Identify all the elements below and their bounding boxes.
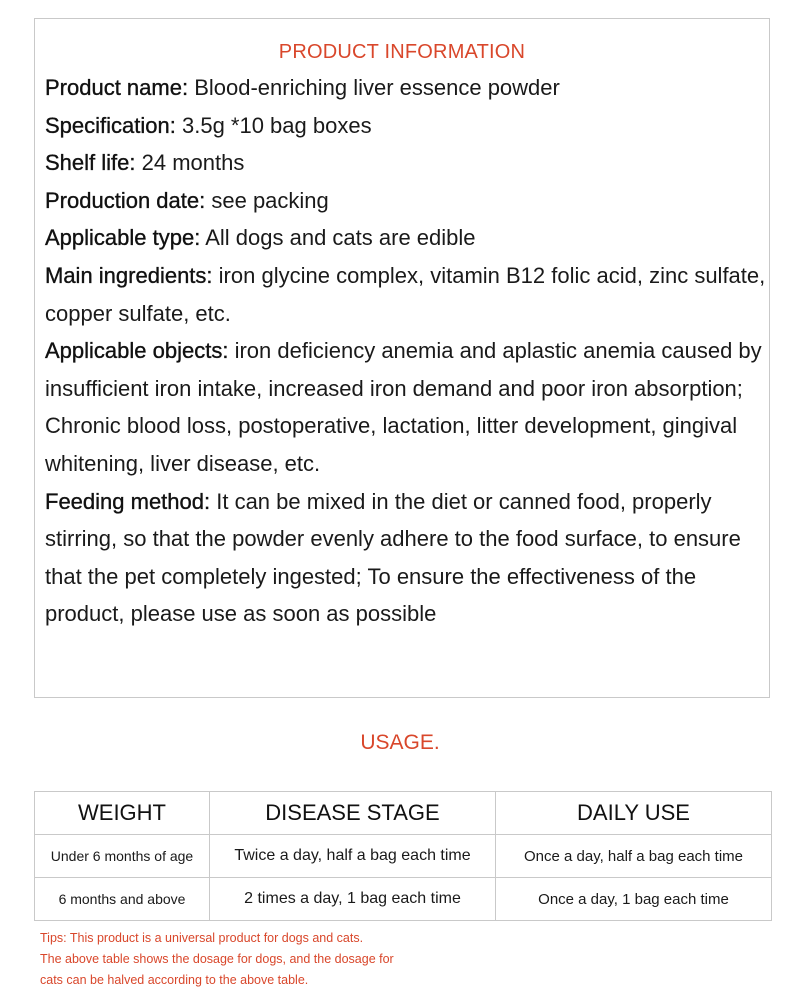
product-name-row xyxy=(45,69,770,107)
product-name-label: Product name: xyxy=(45,75,189,100)
table-row xyxy=(35,878,772,921)
applicable-type-row xyxy=(45,219,770,257)
feeding-method-row xyxy=(45,483,770,633)
feeding-method-label: Feeding method: xyxy=(45,488,211,514)
specification-value: 3.5g *10 bag boxes xyxy=(181,112,372,138)
specification-label: Specification: xyxy=(45,112,176,138)
tips-note xyxy=(40,928,480,991)
daily-use-cell: Once a day, half a bag each time xyxy=(496,835,772,878)
specification-row xyxy=(45,107,770,145)
daily-use-header: DAILY USE xyxy=(496,792,772,835)
weight-cell: Under 6 months of age xyxy=(35,835,210,878)
production-date-row xyxy=(45,182,770,220)
daily-use-cell: Once a day, 1 bag each time xyxy=(496,878,772,921)
main-ingredients-label: Main ingredients: xyxy=(45,262,213,288)
disease-stage-cell: 2 times a day, 1 bag each time xyxy=(210,878,496,921)
product-information-box xyxy=(34,18,770,698)
product-name-value: Blood-enriching liver essence powder xyxy=(194,75,560,100)
production-date-label: Production date: xyxy=(45,187,206,213)
usage-table xyxy=(34,791,772,921)
table-row xyxy=(35,835,772,878)
feeding-method-value: It can be mixed in the diet or canned food, properly stirring, so that the powder evenly adhere to the food surface, to ensure that the pet completely ingested; To ensure the effectiveness of the product, please use as soon as possible xyxy=(45,488,741,627)
tips-line: Tips: This product is a universal product for dogs and cats. xyxy=(40,931,364,945)
weight-header: WEIGHT xyxy=(35,792,210,835)
applicable-objects-label: Applicable objects: xyxy=(45,338,229,364)
shelf-life-row xyxy=(45,144,770,182)
main-ingredients-value: iron glycine complex, vitamin B12 folic acid, zinc sulfate, copper sulfate, etc. xyxy=(45,262,766,326)
applicable-type-value: All dogs and cats are edible xyxy=(205,225,476,251)
product-information-body xyxy=(45,69,770,633)
applicable-objects-row xyxy=(45,332,770,482)
shelf-life-value: 24 months xyxy=(141,150,245,176)
disease-stage-cell: Twice a day, half a bag each time xyxy=(210,835,496,878)
product-information-title: PRODUCT INFORMATION xyxy=(278,41,526,63)
applicable-objects-value: iron deficiency anemia and aplastic anemia caused by insufficient iron intake, increased iron demand and poor iron absorption; Chronic blood loss, postoperative, lactation, litter development, gingival whitening, liver disease, etc. xyxy=(45,338,762,476)
main-ingredients-row xyxy=(45,257,770,332)
production-date-value: see packing xyxy=(211,187,329,213)
usage-title: USAGE. xyxy=(360,731,440,754)
usage-table-header-row xyxy=(35,792,772,835)
tips-line: The above table shows the dosage for dogs, and the dosage for xyxy=(40,952,394,966)
tips-line: cats can be halved according to the above table. xyxy=(40,973,309,987)
applicable-type-label: Applicable type: xyxy=(45,225,201,251)
weight-cell: 6 months and above xyxy=(35,878,210,921)
disease-stage-header: DISEASE STAGE xyxy=(210,792,496,835)
shelf-life-label: Shelf life: xyxy=(45,150,136,176)
